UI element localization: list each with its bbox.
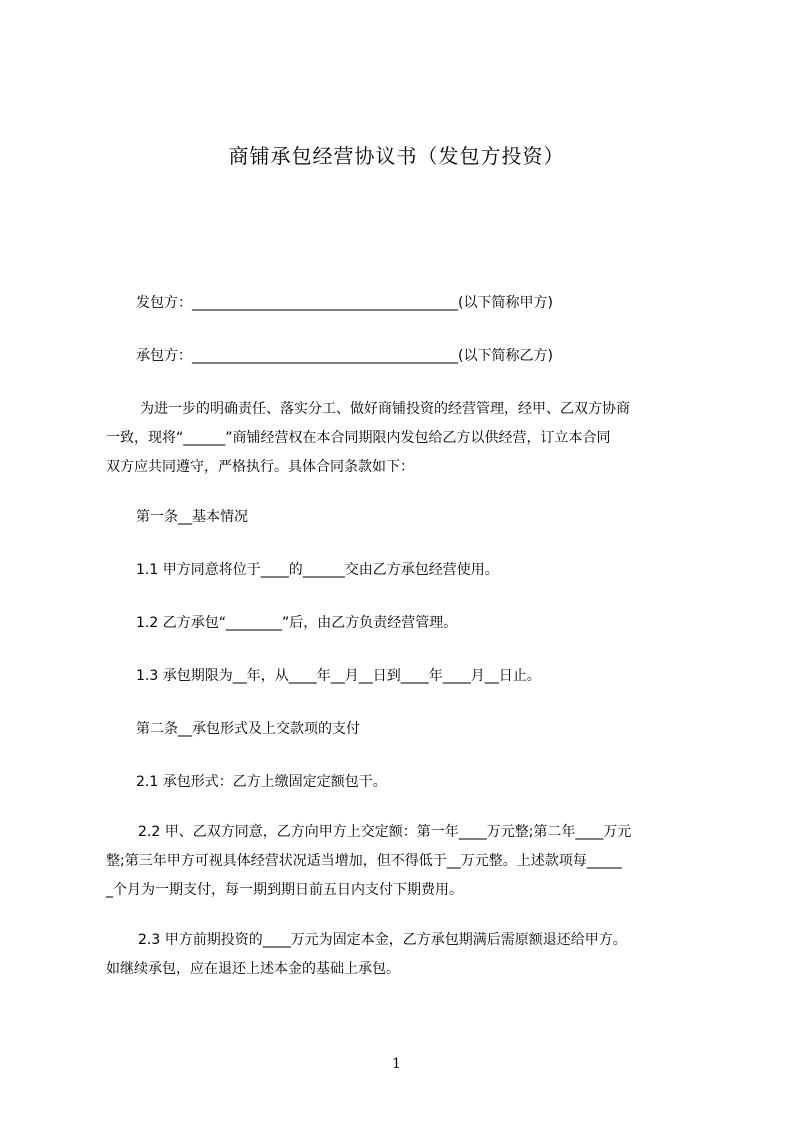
- party-b-line: 承包方：______________________________________(以下简称乙方): [136, 348, 553, 364]
- intro-line-3: 双方应共同遵守，严格执行。具体合同条款如下：: [106, 459, 414, 475]
- intro-line-2: 一致，现将“______”商铺经营权在本合同期限内发包给乙方以供经营，订立本合同: [106, 430, 611, 446]
- clause-2-3-line-2: 如继续承包，应在退还上述本金的基础上承包。: [106, 961, 400, 977]
- clause-2-2: [106, 818, 706, 905]
- clause-2-2-line-3: _个月为一期支付，每一期到期日前五日内支付下期费用。: [106, 882, 463, 898]
- article-1-heading: 第一条__基本情况: [136, 509, 248, 525]
- clause-2-1: 2.1 承包形式：乙方上缴固定定额包干。: [136, 774, 387, 790]
- clause-1-1: 1.1 甲方同意将位于____的______交由乙方承包经营使用。: [136, 562, 499, 578]
- clause-2-3: [106, 926, 706, 984]
- clause-1-2: 1.2 乙方承包“________”后，由乙方负责经营管理。: [136, 615, 458, 631]
- party-a-line: 发包方：______________________________________(以下简称甲方): [136, 295, 553, 311]
- clause-2-3-line-1: 2.3 甲方前期投资的____万元为固定本金，乙方承包期满后需原额退还给甲方。: [138, 932, 627, 948]
- article-2-heading: 第二条__承包形式及上交款项的支付: [136, 721, 360, 737]
- intro-paragraph: [106, 395, 706, 482]
- intro-line-1: 为进一步的明确责任、落实分工、做好商铺投资的经营管理，经甲、乙双方协商: [140, 401, 630, 417]
- document-title: 商铺承包经营协议书（发包方投资）: [228, 144, 565, 168]
- clause-2-2-line-2: 整;第三年甲方可视具体经营状况适当增加，但不得低于__万元整。上述款项每_____: [106, 853, 622, 869]
- clause-1-3: 1.3 承包期限为__年，从____年__月__日到____年____月__日止。: [136, 668, 541, 684]
- clause-2-2-line-1: 2.2 甲、乙双方同意，乙方向甲方上交定额：第一年____万元整;第二年____万元: [138, 824, 632, 840]
- page-number: 1: [392, 1056, 401, 1072]
